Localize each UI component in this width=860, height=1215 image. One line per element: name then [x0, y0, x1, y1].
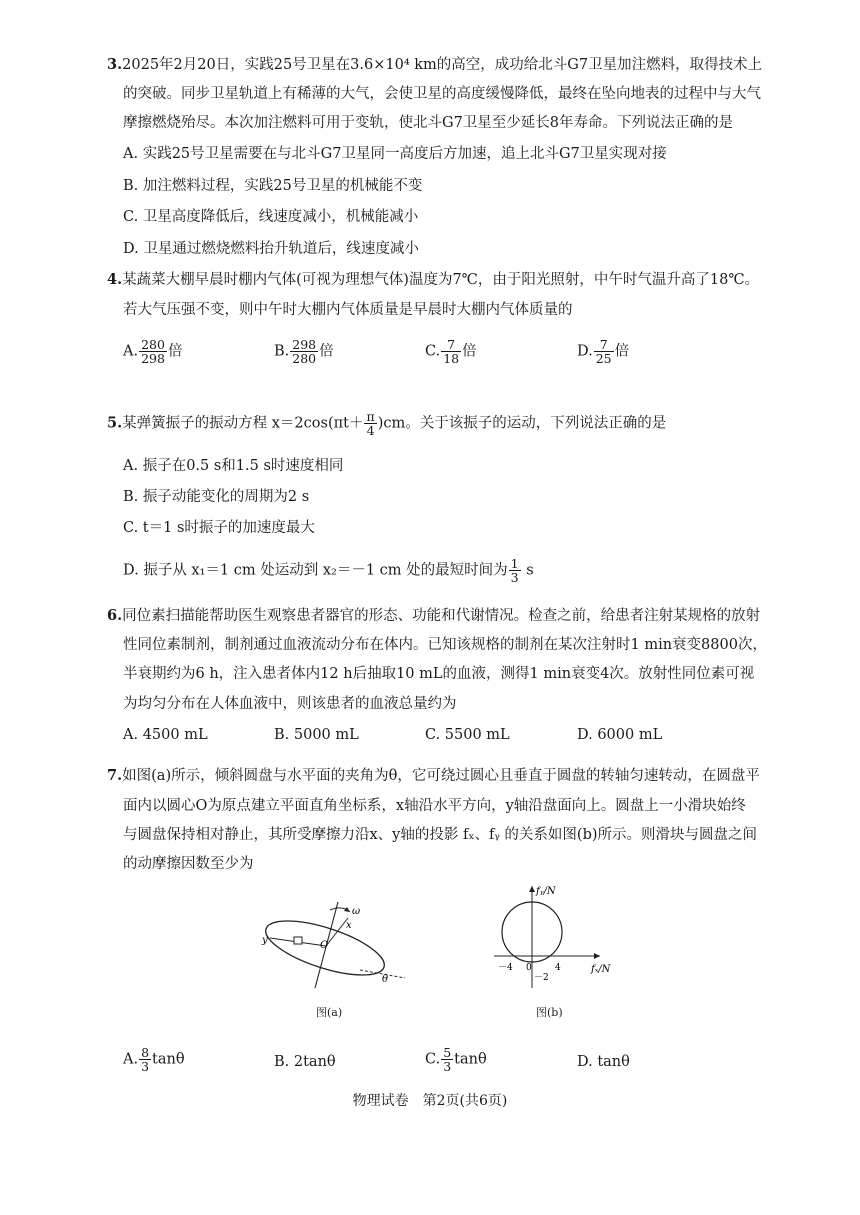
q3-line-3: 摩擦燃烧殆尽。本次加注燃料可用于变轨，使北斗G7卫星至少延长8年寿命。下列说法正确的是	[123, 115, 734, 131]
q5-stem: 5.某弹簧振子的振动方程 x＝2cos(πt＋ $\frac{\pi}{4}$ )cm。关于该振子的运动，下列说法正确的是	[107, 409, 667, 438]
fraction: $\frac{5}{3}$	[443, 1045, 452, 1074]
q7-option-d: D. tanθ	[577, 1054, 630, 1070]
origin-label: O	[320, 940, 329, 951]
q5-option-c: C. t＝1 s时振子的加速度最大	[123, 520, 315, 536]
fraction: $\frac{8}{3}$	[141, 1045, 150, 1074]
figure-b-fx-fy-graph	[488, 880, 628, 998]
q7-number: 7.	[107, 767, 123, 784]
q4-option-a: A. $\frac{280}{298}$ 倍	[123, 337, 183, 366]
q7-option-a: A. $\frac{8}{3}$ tanθ	[123, 1045, 185, 1074]
q3-option-b: B. 加注燃料过程，实践25号卫星的机械能不变	[123, 178, 423, 194]
fraction: $\frac{280}{298}$	[141, 337, 165, 366]
q3-number: 3.	[107, 56, 123, 73]
q4-number: 4.	[107, 271, 123, 288]
tick-zero: 0	[526, 963, 532, 973]
q7-line-4: 的动摩擦因数至少为	[123, 856, 254, 872]
q5-option-d: D. 振子从 x₁＝1 cm 处运动到 x₂＝－1 cm 处的最短时间为 $\frac{1}{3}$ s	[123, 556, 534, 585]
q7-option-b: B. 2tanθ	[274, 1054, 336, 1070]
tick-neg2: －2	[534, 973, 549, 983]
q6-line-2: 性同位素制剂，制剂通过血液流动分布在体内。已知该规格的制剂在某次注射时1 min衰变8800次，	[123, 637, 767, 653]
q6-option-b: B. 5000 mL	[274, 727, 359, 743]
q3-option-c: C. 卫星高度降低后，线速度减小，机械能减小	[123, 209, 419, 225]
q5-option-a: A. 振子在0.5 s和1.5 s时速度相同	[123, 458, 344, 474]
q7-line-2: 面内以圆心O为原点建立平面直角坐标系，x轴沿水平方向，y轴沿盘面向上。圆盘上一小滑块始终	[123, 798, 746, 814]
q7-option-c: C. $\frac{5}{3}$ tanθ	[425, 1045, 487, 1074]
q4-option-c: C. $\frac{7}{18}$ 倍	[425, 337, 477, 366]
y-axis-label: y	[262, 935, 268, 946]
fraction: $\frac{298}{280}$	[292, 337, 317, 366]
q3-option-d: D. 卫星通过燃烧燃料抬升轨道后，线速度减小	[123, 241, 419, 257]
fx-label: fₓ/N	[591, 964, 611, 975]
q7-line-3: 与圆盘保持相对静止，其所受摩擦力沿x、y轴的投影 fₓ、fᵧ 的关系如图(b)所示。则滑块与圆盘之间	[123, 827, 758, 843]
q5-option-b: B. 振子动能变化的周期为2 s	[123, 489, 310, 505]
fraction: $\frac{7}{25}$	[595, 337, 612, 366]
fraction: $\frac{\pi}{4}$	[366, 409, 375, 438]
q4-option-b: B. $\frac{298}{280}$ 倍	[274, 337, 334, 366]
fraction: $\frac{1}{3}$	[510, 556, 519, 585]
figure-b-caption: 图(b)	[536, 1006, 563, 1019]
fy-label: fᵧ/N	[536, 886, 556, 897]
q5-number: 5.	[107, 414, 123, 432]
theta-label: θ	[382, 974, 389, 985]
tick-neg4: －4	[498, 963, 513, 973]
q6-option-d: D. 6000 mL	[577, 727, 663, 743]
q4-line-1: 4.某蔬菜大棚早晨时棚内气体(可视为理想气体)温度为7℃，由于阳光照射，中午时气温升高了18℃。	[107, 271, 760, 288]
figure-a-caption: 图(a)	[316, 1006, 343, 1019]
q6-option-a: A. 4500 mL	[123, 727, 208, 743]
q6-line-4: 为均匀分布在人体血液中，则该患者的血液总量约为	[123, 696, 457, 712]
omega-label: ω	[352, 906, 361, 917]
q7-line-1: 7.如图(a)所示，倾斜圆盘与水平面的夹角为θ，它可绕过圆心且垂直于圆盘的转轴匀速转动，在圆盘平	[107, 767, 760, 784]
x-axis	[326, 918, 348, 946]
q6-line-1: 6.同位素扫描能帮助医生观察患者器官的形态、功能和代谢情况。检查之前，给患者注射某规格的放射	[107, 607, 761, 624]
q4-option-d: D. $\frac{7}{25}$ 倍	[577, 337, 630, 366]
q6-line-3: 半衰期约为6 h，注入患者体内12 h后抽取10 mL的血液，测得1 min衰变4次。放射性同位素可视	[123, 666, 755, 682]
figure-a-tilted-disk	[250, 888, 420, 998]
x-axis-label: x	[346, 920, 352, 931]
q3-line-1: 3.2025年2月20日，实践25号卫星在3.6×10⁴ km的高空，成功给北斗G7卫星加注燃料，取得技术上	[107, 56, 763, 73]
q6-option-c: C. 5500 mL	[425, 727, 510, 743]
page-footer: 物理试卷 第2页(共6页)	[352, 1093, 508, 1109]
q4-line-2: 若大气压强不变，则中午时大棚内气体质量是早晨时大棚内气体质量的	[123, 302, 573, 318]
slider-block	[294, 937, 302, 944]
tick-four: 4	[555, 963, 561, 973]
q3-line-2: 的突破。同步卫星轨道上有稀薄的大气，会使卫星的高度缓慢降低，最终在坠向地表的过程中与大气	[123, 86, 761, 102]
q3-option-a: A. 实践25号卫星需要在与北斗G7卫星同一高度后方加速，追上北斗G7卫星实现对接	[123, 146, 667, 162]
q6-number: 6.	[107, 607, 123, 624]
fraction: $\frac{7}{18}$	[443, 337, 460, 366]
